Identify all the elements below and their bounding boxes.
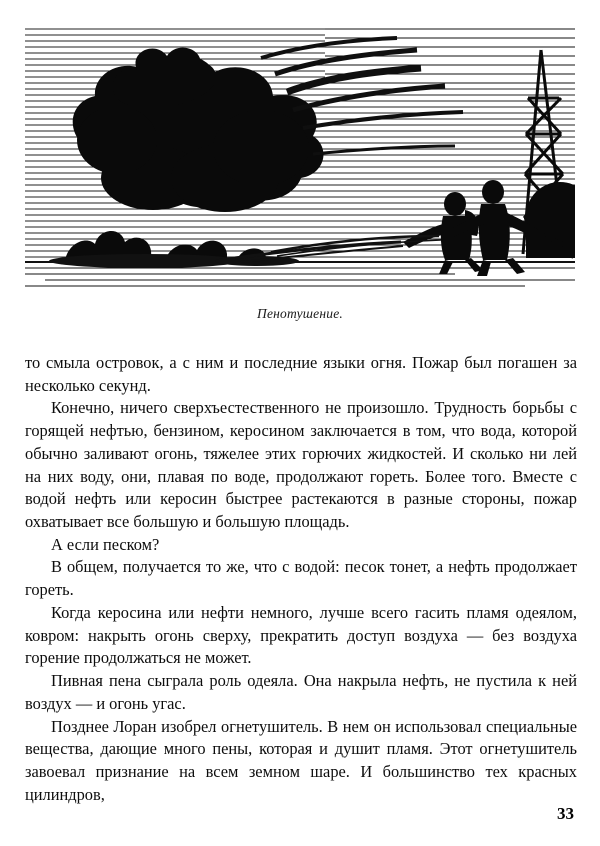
figure-block [25, 28, 575, 322]
paragraph: Позднее Лоран изобрел огнетушитель. В нем он использовал специальные вещества, дающие много пены, которая и душит пламя. Этот огнетушитель завоевал признание на всем земном шаре. И большинство тех красных цилиндров, [25, 716, 577, 804]
paragraph: то смыла островок, а с ним и последние языки огня. Пожар был погашен за несколько секунд. [25, 353, 577, 395]
paragraph: Конечно, ничего сверхъестественного не произошло. Трудность борьбы с горящей нефтью, бензином, керосином заключается в том, что вода, которой обычно заливают огонь, тяжелее этих горючих жидкостей. И сколько ни лей на них воду, они, плавая по воде, продолжают гореть. Более того. Вместе с водой нефть или керосин быстрее растекаются в разные стороны, пожар охватывает все большую и большую площадь. [25, 398, 577, 532]
figure-image [25, 28, 575, 292]
paragraph: В общем, получается то же, что с водой: песок тонет, а нефть продолжает гореть. [25, 557, 577, 600]
body-text [25, 352, 577, 806]
paragraph: Пивная пена сыграла роль одеяла. Она накрыла нефть, не пустила к ней воздух — и огонь угас. [25, 671, 577, 713]
page-number: 33 [557, 804, 574, 823]
paragraph: А если песком? [51, 534, 160, 554]
figure-caption: Пенотушение. [257, 306, 343, 321]
paragraph: Когда керосина или нефти немного, лучше всего гасить пламя одеялом, ковром: накрыть огонь сверху, прекратить доступ воздуха — без воздуха горение продолжаться не может. [25, 602, 577, 668]
